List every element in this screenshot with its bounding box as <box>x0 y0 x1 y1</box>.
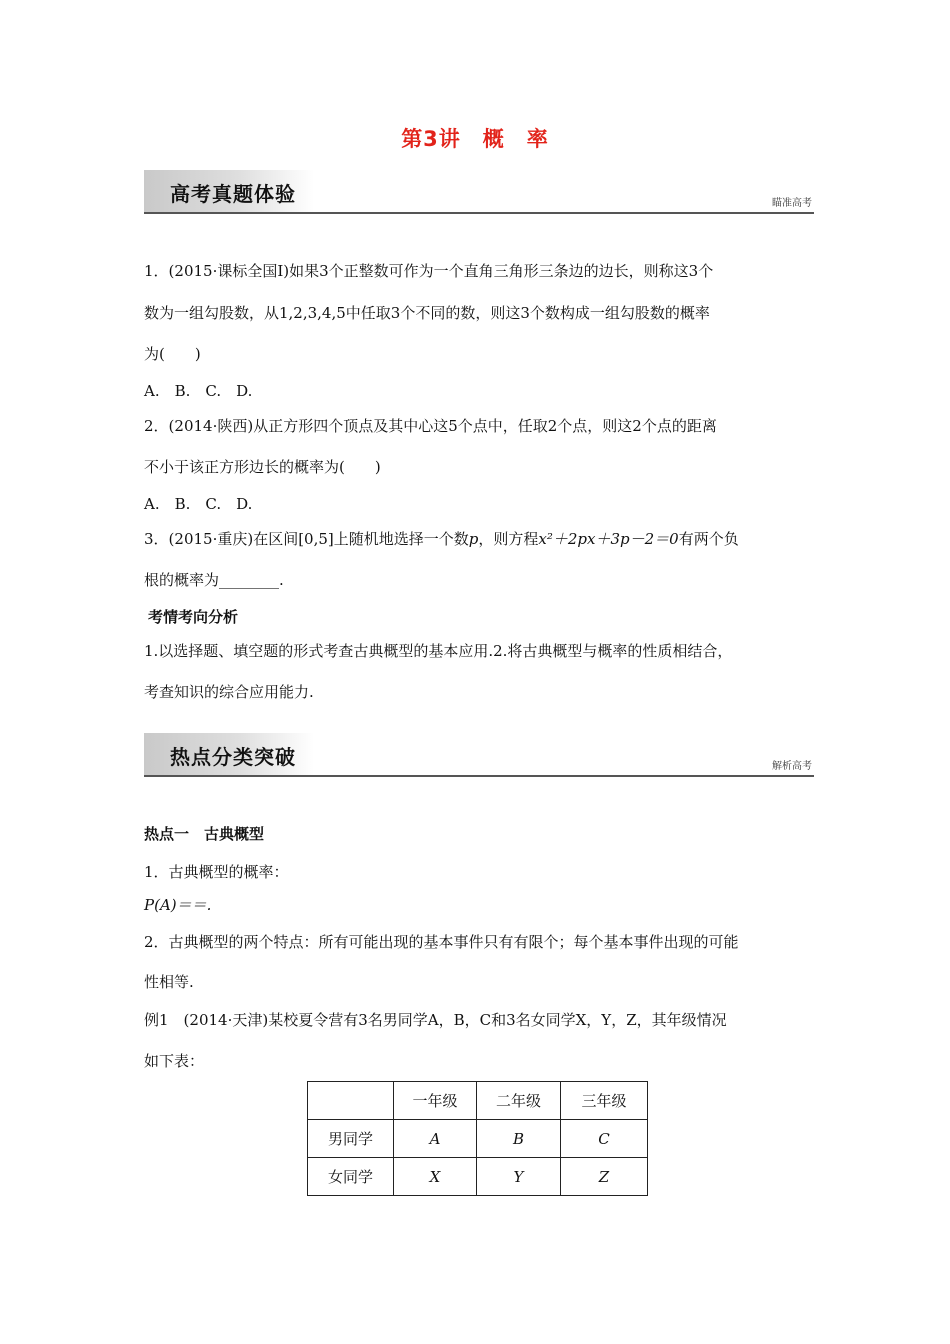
table-header-cell: 三年级 <box>561 1082 648 1120</box>
hotspot-item-2-line-1: 2．古典概型的两个特点：所有可能出现的基本事件只有有限个；每个基本事件出现的可能 <box>144 933 739 951</box>
section-tag: 瞄准高考 <box>772 198 812 209</box>
analysis-line-1: 1.以选择题、填空题的形式考查古典概型的基本应用.2.将古典概型与概率的性质相结合， <box>144 642 733 660</box>
section-heading: 高考真题体验 <box>170 182 296 206</box>
table-row <box>308 1120 648 1158</box>
question-1-options: A. B. C. D. <box>144 382 253 400</box>
example-1-line-1: 例1 (2014·天津)某校夏令营有3名男同学A，B，C和3名女同学X，Y，Z，其年级情况 <box>144 1011 727 1029</box>
quadratic-equation: x²＋2px＋3p－2＝0 <box>538 530 679 548</box>
table-cell: Z <box>561 1158 648 1196</box>
table-cell: B <box>477 1120 561 1158</box>
question-3-mid: ，则方程 <box>478 530 539 548</box>
variable-p: p <box>468 530 479 548</box>
question-1-line-3: 为( ) <box>144 345 201 363</box>
table-cell: C <box>561 1120 648 1158</box>
banner-rule <box>144 775 814 777</box>
table-header-cell: 一年级 <box>394 1082 477 1120</box>
table-cell: 男同学 <box>308 1120 394 1158</box>
example-1-line-2: 如下表： <box>144 1052 205 1070</box>
question-3-prefix: 3．(2015·重庆)在区间[0,5]上随机地选择一个数 <box>144 530 469 548</box>
question-2-line-1: 2．(2014·陕西)从正方形四个顶点及其中心这5个点中，任取2个点，则这2个点的距离 <box>144 417 717 435</box>
question-3-suffix: 有两个负 <box>678 530 739 548</box>
page-title: 第3讲 概 率 <box>401 127 549 151</box>
table-cell: 女同学 <box>308 1158 394 1196</box>
hotspot-title: 热点一 古典概型 <box>144 825 265 843</box>
table-row <box>308 1158 648 1196</box>
question-3-line-2: 根的概率为________. <box>144 571 284 589</box>
grade-table <box>307 1081 648 1196</box>
section-heading: 热点分类突破 <box>170 745 296 769</box>
analysis-line-2: 考查知识的综合应用能力. <box>144 683 314 701</box>
section-banner-real-exam <box>144 170 814 214</box>
analysis-heading: 考情考向分析 <box>148 608 239 626</box>
section-tag: 解析高考 <box>772 761 812 772</box>
table-header-row <box>308 1082 648 1120</box>
table-header-cell: 二年级 <box>477 1082 561 1120</box>
table-cell: A <box>394 1120 477 1158</box>
question-3-line-1 <box>144 528 814 549</box>
section-banner-hotspots <box>144 733 814 777</box>
table-cell: Y <box>477 1158 561 1196</box>
question-1-line-1: 1．(2015·课标全国Ⅰ)如果3个正整数可作为一个直角三角形三条边的边长，则称这3个 <box>144 262 714 280</box>
table-header-cell <box>308 1082 394 1120</box>
question-2-line-2: 不小于该正方形边长的概率为( ) <box>144 458 381 476</box>
banner-rule <box>144 212 814 214</box>
table-cell: X <box>394 1158 477 1196</box>
hotspot-item-1: 1．古典概型的概率： <box>144 863 289 881</box>
question-1-line-2: 数为一组勾股数，从1,2,3,4,5中任取3个不同的数，则这3个数构成一组勾股数的概率 <box>144 304 710 322</box>
probability-formula: P(A)＝＝. <box>144 896 212 914</box>
question-2-options: A. B. C. D. <box>144 495 253 513</box>
hotspot-item-2-line-2: 性相等. <box>144 973 194 991</box>
